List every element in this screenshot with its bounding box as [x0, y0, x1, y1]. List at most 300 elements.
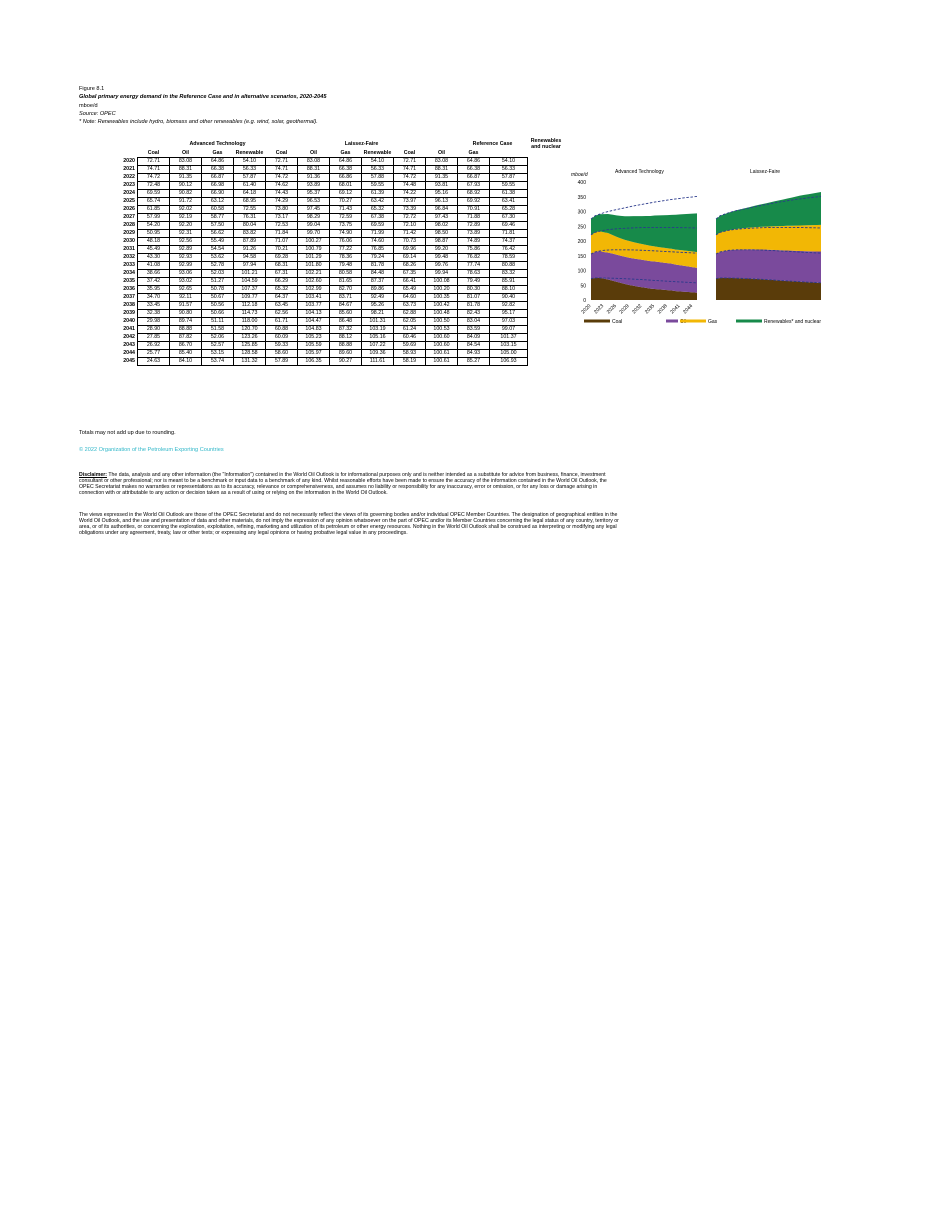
col-header: Oil — [181, 150, 190, 156]
x-tick-label: 2041 — [669, 303, 682, 316]
legend-swatch — [680, 320, 706, 323]
table-cell: 80.58 — [330, 270, 362, 278]
table-cell: 63.12 — [202, 198, 234, 206]
table-row — [79, 222, 565, 230]
table-row — [79, 214, 565, 222]
table-cell: 59.55 — [362, 182, 394, 190]
table-cell: 82.43 — [458, 310, 490, 318]
table-cell: 64.37 — [266, 294, 298, 302]
table-cell: 59.55 — [490, 182, 528, 190]
table-cell: 71.81 — [490, 230, 528, 238]
table-cell: 120.70 — [234, 326, 266, 334]
table-cell: 103.15 — [490, 342, 528, 350]
table-cell: 90.80 — [170, 310, 202, 318]
table-cell: 88.88 — [170, 326, 202, 334]
table-cell: 100.60 — [426, 342, 458, 350]
y-tick-label: 350 — [577, 194, 586, 201]
table-cell: 102.21 — [298, 270, 330, 278]
table-cell: 64.86 — [202, 158, 234, 166]
table-cell: 69.46 — [490, 222, 528, 230]
row-year: 2028 — [123, 222, 135, 228]
table-cell: 84.09 — [458, 334, 490, 342]
table-cell: 101.37 — [490, 334, 528, 342]
table-cell: 100.53 — [426, 326, 458, 334]
table-cell: 57.89 — [266, 358, 298, 366]
table-cell: 85.60 — [330, 310, 362, 318]
table-cell: 66.87 — [202, 174, 234, 182]
table-cell: 71.42 — [394, 230, 426, 238]
table-cell: 72.48 — [138, 182, 170, 190]
table-row — [79, 286, 565, 294]
table-cell: 87.32 — [330, 326, 362, 334]
table-cell: 74.72 — [266, 174, 298, 182]
disclaimer-paragraph — [79, 472, 621, 496]
table-cell: 52.06 — [202, 334, 234, 342]
table-cell: 109.77 — [234, 294, 266, 302]
table-cell: 32.38 — [138, 310, 170, 318]
table-cell: 92.99 — [170, 262, 202, 270]
table-cell: 83.32 — [490, 270, 528, 278]
row-year: 2045 — [123, 358, 135, 364]
table-cell: 118.00 — [234, 318, 266, 326]
table-cell: 73.17 — [266, 214, 298, 222]
table-cell: 100.20 — [426, 286, 458, 294]
table-cell: 99.07 — [490, 326, 528, 334]
table-cell: 101.21 — [234, 270, 266, 278]
disclaimer-label: Disclaimer: — [79, 472, 107, 478]
table-cell: 34.70 — [138, 294, 170, 302]
table-cell: 52.78 — [202, 262, 234, 270]
table-cell: 63.42 — [362, 198, 394, 206]
table-cell: 67.31 — [266, 270, 298, 278]
disclaimer-text: The data, analysis and any other information (the "Information") contained in the World Oil Outlook is for informational purposes only and is neither intended as a substitute for advice from business, finance, investment consultant or other professional; nor is meant to be a benchmark or input data to a benchmark of any kind. Whilst reasonable efforts have been made to ensure the accuracy of the information contained in the World Oil Outlook, the OPEC Secretariat makes no warranties or representations as to its accuracy, relevance or comprehensiveness, and assumes no liability or responsibility for any inaccuracy, error or omission, or for any loss or damage arising in connection with or attributable to any action or decision taken as a result of using or relying on the information in the World Oil Outlook. — [79, 472, 607, 497]
table-cell: 73.39 — [394, 206, 426, 214]
table-cell: 88.31 — [426, 166, 458, 174]
table-cell: 51.11 — [202, 318, 234, 326]
table-cell: 84.67 — [330, 302, 362, 310]
table-cell: 100.48 — [426, 310, 458, 318]
x-tick-label: 2035 — [643, 303, 657, 316]
table-cell: 53.15 — [202, 350, 234, 358]
table-cell: 99.70 — [298, 230, 330, 238]
table-cell: 74.48 — [394, 182, 426, 190]
table-row — [79, 206, 565, 214]
table-cell: 90.40 — [490, 294, 528, 302]
table-row — [79, 294, 565, 302]
row-year: 2023 — [123, 182, 135, 188]
table-cell: 81.65 — [330, 278, 362, 286]
table-cell: 95.37 — [298, 190, 330, 198]
table-cell: 80.04 — [234, 222, 266, 230]
table-cell: 71.07 — [266, 238, 298, 246]
table-cell: 87.82 — [170, 334, 202, 342]
y-tick-label: 200 — [577, 239, 586, 245]
legend-label: Renewables* and nuclear — [764, 319, 821, 325]
table-row — [79, 166, 565, 174]
table-cell: 105.97 — [298, 350, 330, 358]
table-cell: 58.19 — [394, 358, 426, 366]
group-laissez-faire: Laissez-Faire — [344, 140, 379, 147]
table-cell: 76.06 — [330, 238, 362, 246]
table-cell: 68.95 — [234, 198, 266, 206]
table-cell: 71.99 — [362, 230, 394, 238]
table-cell: 63.41 — [490, 198, 528, 206]
table-cell: 83.71 — [330, 294, 362, 302]
table-cell: 62.05 — [394, 318, 426, 326]
table-cell: 84.48 — [362, 270, 394, 278]
table-cell: 57.99 — [138, 214, 170, 222]
x-tick-label: 2026 — [605, 303, 618, 316]
table-cell: 92.93 — [170, 254, 202, 262]
row-year: 2027 — [123, 214, 135, 220]
table-cell: 65.74 — [138, 198, 170, 206]
table-cell: 66.90 — [202, 190, 234, 198]
table-cell: 72.55 — [234, 206, 266, 214]
table-cell: 53.62 — [202, 254, 234, 262]
table-cell: 95.16 — [426, 190, 458, 198]
row-year: 2033 — [123, 262, 135, 268]
table-cell: 66.87 — [458, 174, 490, 182]
table-cell: 64.60 — [394, 294, 426, 302]
table-cell: 93.89 — [298, 182, 330, 190]
table-cell: 74.71 — [266, 166, 298, 174]
row-year: 2034 — [123, 270, 135, 276]
table-cell: 85.40 — [170, 350, 202, 358]
table-cell: 62.56 — [266, 310, 298, 318]
table-cell: 90.12 — [170, 182, 202, 190]
y-tick-label: 250 — [577, 224, 586, 231]
table-cell: 56.33 — [362, 166, 394, 174]
table-cell: 73.75 — [330, 222, 362, 230]
table-cell: 98.50 — [426, 230, 458, 238]
row-year: 2042 — [123, 334, 135, 340]
table-row — [79, 262, 565, 270]
table-cell: 105.16 — [362, 334, 394, 342]
table-cell: 61.85 — [138, 206, 170, 214]
table-cell: 81.78 — [458, 302, 490, 310]
col-header: Coal — [275, 150, 288, 156]
table-cell: 64.86 — [330, 158, 362, 166]
row-year: 2024 — [123, 190, 135, 196]
table-cell: 88.10 — [490, 286, 528, 294]
table-cell: 90.82 — [170, 190, 202, 198]
table-row — [79, 270, 565, 278]
table-cell: 99.76 — [426, 262, 458, 270]
table-cell: 92.56 — [170, 238, 202, 246]
table-cell: 57.50 — [202, 222, 234, 230]
table-cell: 92.82 — [490, 302, 528, 310]
table-cell: 91.36 — [298, 174, 330, 182]
col-header: Gas — [340, 150, 351, 156]
table-cell: 87.37 — [362, 278, 394, 286]
table-cell: 91.57 — [170, 302, 202, 310]
table-row — [79, 230, 565, 238]
y-tick-label: 50 — [580, 283, 586, 290]
table-row — [79, 358, 565, 366]
table-cell: 57.87 — [490, 174, 528, 182]
table-cell: 112.18 — [234, 302, 266, 310]
row-year: 2025 — [123, 198, 135, 204]
table-cell: 79.24 — [362, 254, 394, 262]
col-header: Renewable — [235, 150, 264, 156]
table-cell: 104.13 — [298, 310, 330, 318]
table-cell: 69.92 — [458, 198, 490, 206]
table-cell: 27.85 — [138, 334, 170, 342]
table-cell: 68.92 — [458, 190, 490, 198]
table-cell: 68.01 — [330, 182, 362, 190]
table-cell: 109.36 — [362, 350, 394, 358]
table-cell: 33.45 — [138, 302, 170, 310]
table-cell: 97.45 — [298, 206, 330, 214]
col-header: Gas — [212, 150, 223, 156]
table-cell: 92.89 — [170, 246, 202, 254]
group-advanced-technology: Advanced Technology — [189, 140, 246, 147]
table-cell: 70.21 — [266, 246, 298, 254]
group-reference-case: Reference Case — [472, 140, 513, 147]
table-row — [79, 342, 565, 350]
table-cell: 80.88 — [490, 262, 528, 270]
table-cell: 72.59 — [330, 214, 362, 222]
table-cell: 100.42 — [426, 302, 458, 310]
table-cell: 91.35 — [170, 174, 202, 182]
table-cell: 66.38 — [202, 166, 234, 174]
table-cell: 73.80 — [266, 206, 298, 214]
row-year: 2021 — [123, 166, 135, 172]
table-cell: 54.10 — [362, 158, 394, 166]
table-cell: 107.22 — [362, 342, 394, 350]
table-cell: 66.29 — [266, 278, 298, 286]
table-cell: 65.28 — [490, 206, 528, 214]
table-cell: 50.66 — [202, 310, 234, 318]
table-cell: 61.71 — [266, 318, 298, 326]
table-cell: 72.72 — [394, 214, 426, 222]
table-cell: 100.79 — [298, 246, 330, 254]
panel-title: Laissez-Faire — [750, 169, 781, 175]
table-cell: 61.39 — [362, 190, 394, 198]
table-cell: 66.38 — [330, 166, 362, 174]
table-cell: 84.93 — [458, 350, 490, 358]
table-cell: 50.95 — [138, 230, 170, 238]
y-tick-label: 400 — [577, 180, 586, 186]
table-cell: 83.08 — [170, 158, 202, 166]
table-cell: 76.85 — [362, 246, 394, 254]
table-cell: 90.27 — [330, 358, 362, 366]
col-header: Oil — [309, 150, 318, 156]
table-cell: 62.88 — [394, 310, 426, 318]
table-cell: 88.88 — [330, 342, 362, 350]
table-cell: 111.61 — [362, 358, 394, 366]
views-paragraph: The views expressed in the World Oil Outlook are those of the OPEC Secretariat and do not necessarily reflect the views of its governing bodies and/or individual OPEC Member Countries. The designation of geographical entities in the World Oil Outlook, and the use and presentation of data and other materials, do not imply the expression of any opinion whatsoever on the part of OPEC and/or its Member Countries concerning the legal status of any country, territory or area, or of its authorities, or concerning the exploration, exploitation, refining, marketing and utilization of its petroleum or other energy resources. Nothing in the World Oil Outlook shall be construed as interpreting or modifying any legal obligations under any agreement, treaty, law or other texts; or expressing any legal opinions or having probative legal value in any proceedings. — [79, 512, 619, 537]
renewables-note: * Note: Renewables include hydro, biomass and other renewables (e.g. wind, solar, geothermal). — [79, 119, 318, 125]
table-cell: 74.72 — [138, 174, 170, 182]
table-cell: 67.93 — [458, 182, 490, 190]
table-cell: 63.45 — [266, 302, 298, 310]
table-cell: 125.85 — [234, 342, 266, 350]
table-cell: 58.93 — [394, 350, 426, 358]
table-cell: 100.08 — [426, 278, 458, 286]
table-cell: 87.89 — [234, 238, 266, 246]
table-cell: 84.10 — [170, 358, 202, 366]
source-label: Source: OPEC — [79, 111, 116, 117]
table-cell: 56.33 — [234, 166, 266, 174]
copyright-link[interactable]: © 2022 Organization of the Petroleum Exporting Countries — [79, 447, 224, 453]
table-cell: 29.98 — [138, 318, 170, 326]
table-cell: 58.77 — [202, 214, 234, 222]
table-cell: 56.33 — [490, 166, 528, 174]
table-cell: 89.74 — [170, 318, 202, 326]
table-cell: 59.33 — [266, 342, 298, 350]
table-cell: 93.81 — [426, 182, 458, 190]
table-cell: 72.89 — [458, 222, 490, 230]
table-cell: 83.04 — [458, 318, 490, 326]
table-cell: 69.14 — [394, 254, 426, 262]
x-tick-label: 2029 — [618, 303, 631, 316]
table-cell: 92.49 — [362, 294, 394, 302]
table-cell: 97.03 — [490, 318, 528, 326]
table-cell: 99.48 — [426, 254, 458, 262]
table-cell: 95.26 — [362, 302, 394, 310]
table-cell: 53.74 — [202, 358, 234, 366]
table-cell: 59.69 — [394, 342, 426, 350]
table-row — [79, 302, 565, 310]
table-row — [79, 198, 565, 206]
table-cell: 54.54 — [202, 246, 234, 254]
table-cell: 77.74 — [458, 262, 490, 270]
table-cell: 74.29 — [266, 198, 298, 206]
table-cell: 74.43 — [266, 190, 298, 198]
table-cell: 57.88 — [362, 174, 394, 182]
table-cell: 71.88 — [458, 214, 490, 222]
rounding-note: Totals may not add up due to rounding. — [79, 430, 176, 436]
col-header: Renewable — [363, 150, 392, 156]
table-cell: 45.49 — [138, 246, 170, 254]
row-year: 2043 — [123, 342, 135, 348]
table-cell: 91.72 — [170, 198, 202, 206]
table-cell: 70.91 — [458, 206, 490, 214]
table-cell: 100.35 — [426, 294, 458, 302]
table-cell: 66.86 — [330, 174, 362, 182]
row-year: 2022 — [123, 174, 135, 180]
legend-label: Gas — [708, 319, 718, 325]
table-cell: 50.67 — [202, 294, 234, 302]
table-cell: 51.58 — [202, 326, 234, 334]
table-cell: 77.22 — [330, 246, 362, 254]
figure-label: Figure 8.1 — [79, 86, 105, 92]
table-cell: 128.58 — [234, 350, 266, 358]
table-cell: 85.91 — [490, 278, 528, 286]
legend-swatch — [736, 320, 762, 323]
table-cell: 98.87 — [426, 238, 458, 246]
table-cell: 104.59 — [234, 278, 266, 286]
table-cell: 74.62 — [266, 182, 298, 190]
table-row — [79, 350, 565, 358]
table-cell: 71.84 — [266, 230, 298, 238]
table-cell: 97.94 — [234, 262, 266, 270]
table-row — [79, 334, 565, 342]
table-cell: 88.31 — [298, 166, 330, 174]
table-cell: 26.92 — [138, 342, 170, 350]
table-cell: 101.31 — [362, 318, 394, 326]
legend-swatch — [666, 320, 678, 323]
table-cell: 78.63 — [458, 270, 490, 278]
table-cell: 103.19 — [362, 326, 394, 334]
table-cell: 83.08 — [298, 158, 330, 166]
table-cell: 101.80 — [298, 262, 330, 270]
table-row — [79, 310, 565, 318]
unit-label: mboe/d — [79, 103, 98, 109]
table-cell: 60.88 — [266, 326, 298, 334]
table-cell: 81.78 — [362, 262, 394, 270]
table-cell: 74.71 — [394, 166, 426, 174]
y-tick-label: 0 — [583, 298, 586, 304]
table-cell: 131.32 — [234, 358, 266, 366]
table-cell: 74.71 — [138, 166, 170, 174]
legend-label: Coal — [612, 319, 623, 325]
table-cell: 91.26 — [234, 246, 266, 254]
table-cell: 54.10 — [490, 158, 528, 166]
table-cell: 92.19 — [170, 214, 202, 222]
table-cell: 73.89 — [458, 230, 490, 238]
table-cell: 100.50 — [426, 318, 458, 326]
table-cell: 114.73 — [234, 310, 266, 318]
demand-table — [79, 138, 565, 366]
table-cell: 75.86 — [458, 246, 490, 254]
table-cell: 69.12 — [330, 190, 362, 198]
table-cell: 106.93 — [490, 358, 528, 366]
x-tick-label: 2038 — [656, 303, 669, 316]
table-cell: 54.20 — [138, 222, 170, 230]
table-cell: 99.04 — [298, 222, 330, 230]
table-cell: 105.23 — [298, 334, 330, 342]
table-cell: 70.73 — [394, 238, 426, 246]
table-cell: 96.13 — [426, 198, 458, 206]
oil-area — [716, 249, 821, 283]
table-cell: 104.83 — [298, 326, 330, 334]
table-cell: 76.42 — [490, 246, 528, 254]
table-cell: 67.38 — [362, 214, 394, 222]
figure-title: Global primary energy demand in the Reference Case and in alternative scenarios, 2020-2045 — [79, 94, 327, 100]
table-cell: 72.71 — [394, 158, 426, 166]
y-tick-label: 100 — [577, 268, 586, 275]
table-cell: 92.20 — [170, 222, 202, 230]
y-tick-label: 150 — [577, 253, 586, 260]
table-cell: 86.48 — [330, 318, 362, 326]
table-cell: 50.78 — [202, 286, 234, 294]
table-cell: 99.94 — [426, 270, 458, 278]
group-renewables-nuclear: Renewables and nuclear — [530, 138, 562, 150]
table-cell: 92.31 — [170, 230, 202, 238]
chart-unit-label: mboe/d — [571, 172, 588, 178]
table-row — [79, 174, 565, 182]
table-cell: 66.98 — [202, 182, 234, 190]
table-cell: 96.84 — [426, 206, 458, 214]
table-cell: 74.60 — [362, 238, 394, 246]
table-row — [79, 254, 565, 262]
row-year: 2044 — [123, 350, 135, 356]
table-cell: 69.59 — [138, 190, 170, 198]
x-tick-label: 2032 — [631, 303, 644, 316]
table-row — [79, 318, 565, 326]
table-row — [79, 182, 565, 190]
table-cell: 89.60 — [330, 350, 362, 358]
table-cell: 95.17 — [490, 310, 528, 318]
table-cell: 83.82 — [234, 230, 266, 238]
table-row — [79, 246, 565, 254]
x-tick-label: 2044 — [682, 303, 695, 316]
table-cell: 66.38 — [458, 166, 490, 174]
table-cell: 64.86 — [458, 158, 490, 166]
table-cell: 100.60 — [426, 334, 458, 342]
